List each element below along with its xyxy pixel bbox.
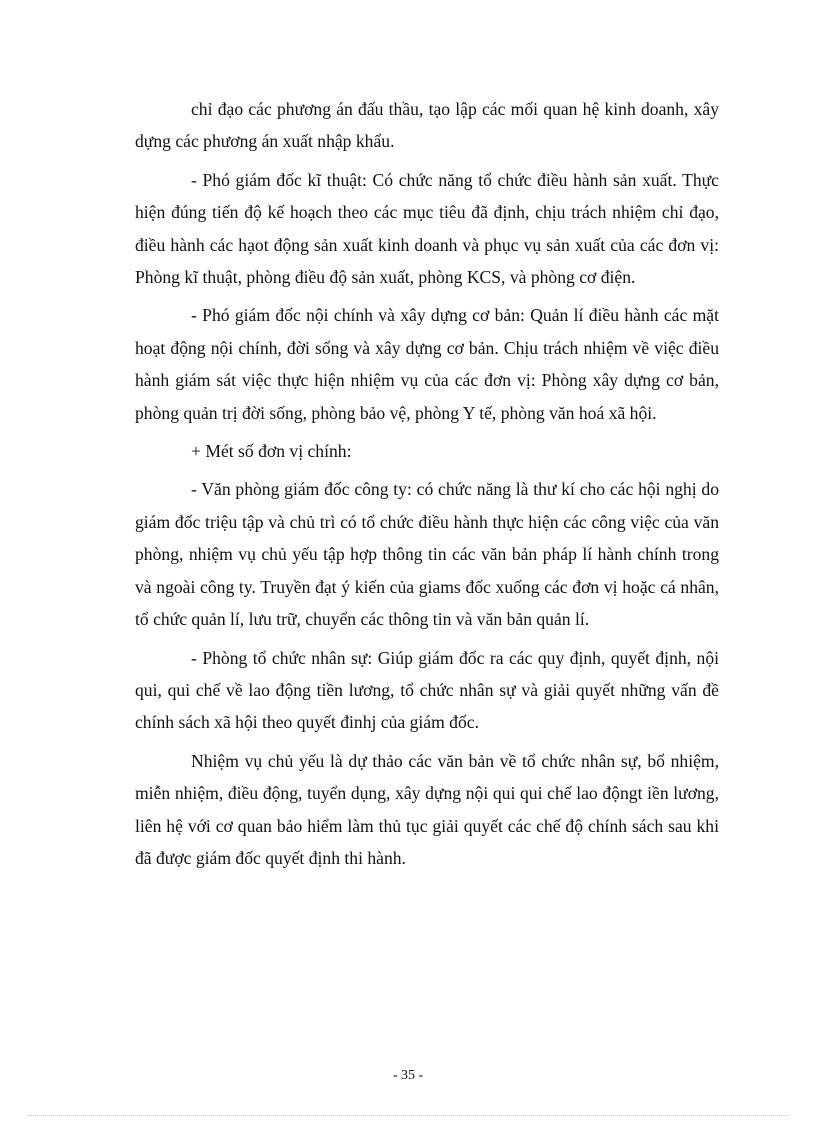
page-bottom-divider [28, 1115, 788, 1116]
paragraph-personnel-department: - Phòng tổ chức nhân sự: Giúp giám đốc ra các quy định, quyết định, nội qui, qui chế về lao động tiền lương, tổ chức nhân sự và giải quyết những vấn đề chính sách xã hội theo quyết đinhj của giám đốc. [135, 647, 719, 733]
paragraph-technical-deputy: - Phó giám đốc kĩ thuật: Có chức năng tổ chức điều hành sản xuất. Thực hiện đúng tiến độ kế hoạch theo các mục tiêu đã định, chịu trách nhiệm chỉ đạo, điều hành các hạot động sản xuất kinh doanh và phục vụ sản xuất của các đơn vị: Phòng kĩ thuật, phòng điều độ sản xuất, phòng KCS, và phòng cơ điện. [135, 169, 719, 288]
paragraph-main-duties: Nhiệm vụ chủ yếu là dự thảo các văn bản về tổ chức nhân sự, bổ nhiệm, miễn nhiệm, điều động, tuyển dụng, xây dựng nội qui qui chế lao độngt iền lương, liên hệ với cơ quan bảo hiểm làm thủ tục giải quyết các chế độ chính sách sau khi đã được giám đốc quyết định thi hành. [135, 750, 719, 868]
page-number: - 35 - [392, 1068, 424, 1083]
paragraph-director-office: - Văn phòng giám đốc công ty: có chức năng là thư kí cho các hội nghị do giám đốc triệu tập và chủ trì có tổ chức điều hành thực hiện các công việc của văn phòng, nhiệm vụ chủ yếu tập hợp thông tin các văn bản pháp lí hành chính trong và ngoài công ty. Truyền đạt ý kiến của giams đốc xuống các đơn vị hoặc cá nhân, tổ chức quản lí, lưu trữ, chuyển các thông tin và văn bản quản lí. [135, 479, 719, 630]
paragraph-internal-affairs-deputy: - Phó giám đốc nội chính và xây dựng cơ bản: Quản lí điều hành các mặt hoạt động nội chính, đời sống và xây dựng cơ bản. Chịu trách nhiệm về việc điều hành giám sát việc thực hiện nhiệm vụ của các đơn vị: Phòng xây dựng cơ bản, phòng quản trị đời sống, phòng bảo vệ, phòng Y tế, phòng văn hoá xã hội. [135, 305, 719, 423]
paragraph-continuation: chỉ đạo các phương án đấu thầu, tạo lập các mối quan hệ kinh doanh, xây dựng các phương án xuất nhập khẩu. [135, 99, 719, 152]
body-text [135, 93, 719, 880]
paragraph-main-units-heading: + Mét số đơn vị chính: [191, 441, 352, 462]
